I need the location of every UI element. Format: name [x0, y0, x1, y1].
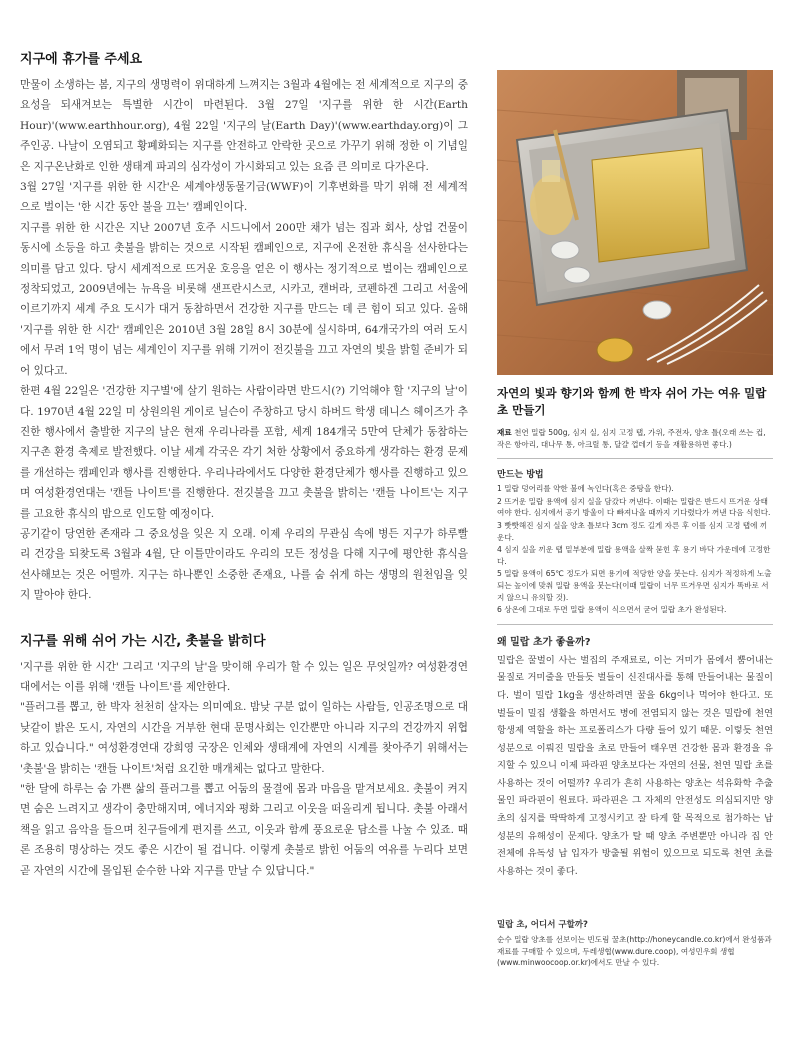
paragraph: 만물이 소생하는 봄, 지구의 생명력이 위대하게 느껴지는 3월과 4월에는 전 세계적으로 지구의 중요성을 되새겨보는 특별한 시간이 마련된다. 3월 27일 '지구를 위한 한 시간(Earth Hour)'(www.earthhour.org), 4월 22일 '지구의 날(Earth Day)'(www.earthday.org)이 그 주인공. 나날이 오염되고 황폐화되는 지구를 안전하고 안락한 곳으로 가꾸기 위해 정한 이 기념일은 지구온난화로 인한 생태계 파괴의 심각성이 가시화되고 있는 요즘 큰 의미로 다가온다. [20, 79, 468, 173]
section-body [20, 657, 468, 881]
paragraph: 한편 4월 22일은 '건강한 지구별'에 살기 원하는 사람이라면 반드시(?) 기억해야 할 '지구의 날'이다. 1970년 4월 22일 미 상원의원 게이로 닐슨이 주창하고 당시 하버드 학생 데니스 헤이즈가 추진한 행사에서 출발한 지구의 날은 현재 우리나라를 포함, 세계 184개국 5만여 단체가 동참하는 지구촌 환경 축제로 발전했다. 이날 세계 각국은 각기 처한 상황에서 중요하게 생각하는 환경 문제를 개선하는 캠페인과 행사를 진행한다. 우리나라에서도 다양한 환경단체가 행사를 진행하고 있으며 여성환경연대는 '캔들 나이트'를 진행한다. 전깃불을 끄고 촛불을 밝히는 '캔들 나이트'는 지구를 고요한 휴식의 밤으로 인도할 예정이다. [20, 385, 468, 520]
where-text: 순수 밀랍 양초를 선보이는 빈도림 꿀초(http://honeycandle.co.kr)에서 완성품과 재료를 구매할 수 있으며, 두레생협(www.dure.coop), 여성민우회 생협(www.minwoocoop.or.kr)에서도 만날 수 있다. [497, 935, 772, 968]
why-beeswax [497, 633, 773, 881]
steps-title: 만드는 방법 [497, 470, 544, 481]
step-item: 3 빳빳해진 심지 실을 양초 틀보다 3cm 정도 길게 자른 후 이를 심지 고정 탭에 끼운다. [497, 520, 768, 542]
paragraph: "한 달에 하루는 숨 가쁜 삶의 플러그를 뽑고 어둠의 물결에 몸과 마음을 맡겨보세요. 촛불이 켜지면 숨은 느려지고 생각이 충만해지며, 에너지와 평화 그리고 이웃을 떠올리게 됩니다. 촛불 아래서 책을 읽고 음악을 들으며 친구들에게 편지를 쓰고, 이웃과 함께 풍요로운 담소를 나눌 수 있죠. 때론 조용히 명상하는 것도 좋은 시간이 될 겁니다. 이렇게 촛불로 밝힌 어둠의 여유를 누리다 보면 곧 자연의 시간에 몰입된 순수한 나와 지구를 만날 수 있답니다." [20, 783, 468, 877]
section-body [20, 75, 468, 606]
sidebar [497, 70, 773, 969]
section-title: 지구를 위해 쉬어 가는 시간, 촛불을 밝히다 [20, 633, 266, 649]
steps-list [497, 483, 773, 616]
materials [497, 427, 773, 450]
section-earth-holiday [20, 48, 468, 606]
step-item: 1 밀랍 덩어리를 약한 불에 녹인다(혹은 중탕을 한다). [497, 484, 674, 494]
section-title: 지구에 휴가를 주세요 [20, 52, 143, 67]
step-item: 4 심지 실을 끼운 탭 밑부분에 밀랍 용액을 살짝 묻힌 후 용기 바닥 가운데에 고정한다. [497, 545, 771, 566]
divider [497, 624, 773, 625]
step-item: 2 뜨거운 밀랍 용액에 심지 실을 담갔다 꺼낸다. 이때는 밀랍은 반드시 뜨거운 상태여야 한다. 심지에서 공기 방울이 다 빠져나올 때까지 기다렸다가 꺼낸 다음 식힌다. [497, 496, 771, 518]
step-item: 5 밀랍 용액이 65℃ 정도가 되면 용기에 적당한 양을 붓는다. 심지가 적정하게 노출되는 높이에 맞춰 밀랍 용액을 붓는다(이때 밀랍이 너무 뜨거우면 심지가 똑바로 서지 않으니 유의할 것). [497, 569, 772, 602]
main-column [20, 48, 468, 881]
divider [497, 458, 773, 459]
where-title: 밀랍 초, 어디서 구할까? [497, 920, 588, 931]
step-item: 6 상온에 그대로 두면 밀랍 용액이 식으면서 굳어 밀랍 초가 완성된다. [497, 605, 727, 615]
paragraph: 지구를 위한 한 시간은 지난 2007년 호주 시드니에서 200만 채가 넘는 집과 회사, 상업 건물이 동시에 소등을 하고 촛불을 밝히는 것으로 시작된 캠페인으로, 지구에 온전한 휴식을 선사한다는 의미를 담고 있다. 당시 세계적으로 뜨거운 호응을 얻은 이 행사는 정기적으로 벌이는 캠페인으로 정착되었고, 2009년에는 뉴욕을 비롯해 샌프란시스코, 시카고, 캔버라, 코펜하겐 그리고 서울에 이르기까지 세계 주요 도시가 대거 동참하면서 건강한 지구를 만드는 데 큰 힘이 되고 있다. 올해 '지구를 위한 한 시간' 캠페인은 2010년 3월 28일 8시 30분에 실시하며, 64개국가의 여러 도시에서 무려 1억 명이 넘는 세계인이 지구를 위해 기꺼이 전깃불을 끄고 자연의 빛을 밝힐 준비가 되어 있다고. [20, 221, 468, 377]
paragraph: "플러그를 뽑고, 한 박자 천천히 살자는 의미예요. 밤낮 구분 없이 일하는 사람들, 인공조명으로 대낮같이 밝은 도시, 자연의 시간을 거부한 현대 문명사회는 인간뿐만 아니라 지구의 건강까지 위협하고 있습니다." 여성환경연대 강희영 국장은 인체와 생태계에 자연의 시계를 찾아주기 위해서는 '촛불'을 밝히는 '캔들 나이트'처럼 요긴한 매개체는 없다고 말한다. [20, 701, 468, 775]
sidebar-caption: 자연의 빛과 향기와 함께 한 박자 쉬어 가는 여유 밀랍 초 만들기 [497, 386, 767, 417]
section-candle-night [20, 630, 468, 881]
paragraph: '지구를 위한 한 시간' 그리고 '지구의 날'을 맞이해 우리가 할 수 있는 일은 무엇일까? 여성환경연대에서는 이를 위해 '캔들 나이트'를 제안한다. [20, 660, 468, 693]
why-text: 밀랍은 꿀벌이 사는 벌집의 주재료로, 이는 거미가 몸에서 뿜어내는 물질로 거미줄을 만들듯 벌들이 신진대사를 통해 만들어내는 물질이다. 벌이 밀랍 1kg을 생산하려면 꿀을 6kg이나 먹어야 한다고. 또 벌들이 밀집 생활을 하면서도 병에 전염되지 않는 것은 밀랍에 천연 항생제 역할을 하는 프로폴리스가 다량 들어 있기 때문. 이렇듯 천연 성분으로 이뤄진 밀랍을 초로 만들어 태우면 건강한 몸과 환경을 유지할 수 있으니 이제 파라핀 양초보다는 자연의 선물, 천연 밀랍 초를 사용하는 것이 어떨까? 우리가 흔히 사용하는 양초는 석유화학 추출물인 파라핀이 원료다. 파라핀은 그 자체의 안전성도 의심되지만 양초의 심지를 딱딱하게 고정시키고 잘 타게 할 목적으로 첨가하는 납 성분의 유해성이 문제다. 양초가 탈 때 양초 주변뿐만 아니라 집 안 전체에 유독성 납 입자가 방출될 위험이 있으므로 되도록 천연 초를 사용하는 것이 좋다. [497, 654, 773, 877]
materials-text: 천연 밀랍 500g, 심지 실, 심지 고정 탭, 가위, 주전자, 양초 틀(오래 쓰는 컵, 작은 항아리, 대나무 통, 아크릴 통, 달걀 껍데기 등을 재활용하면 좋다.) [497, 428, 766, 449]
beeswax-candle-photo [497, 70, 773, 375]
why-title: 왜 밀랍 초가 좋을까? [497, 636, 591, 648]
materials-label: 재료 [497, 428, 512, 437]
paragraph: 3월 27일 '지구를 위한 한 시간'은 세계야생동물기금(WWF)이 기후변화를 막기 위해 전 세계적으로 벌이는 '한 시간 동안 불을 끄는' 캠페인이다. [20, 181, 468, 214]
where-to-buy [497, 920, 773, 968]
paragraph: 공기같이 당연한 존재라 그 중요성을 잊은 지 오래. 이제 우리의 무관심 속에 병든 지구가 하루빨리 건강을 되찾도록 3월과 4월, 단 이틀만이라도 우리의 모든 정성을 다해 지구에 평안한 휴식을 선사해보는 것은 어떨까. 지구는 하나뿐인 소중한 존재요, 나를 숨 쉬게 하는 생명의 원천임을 잊지 말아야 한다. [20, 527, 468, 602]
